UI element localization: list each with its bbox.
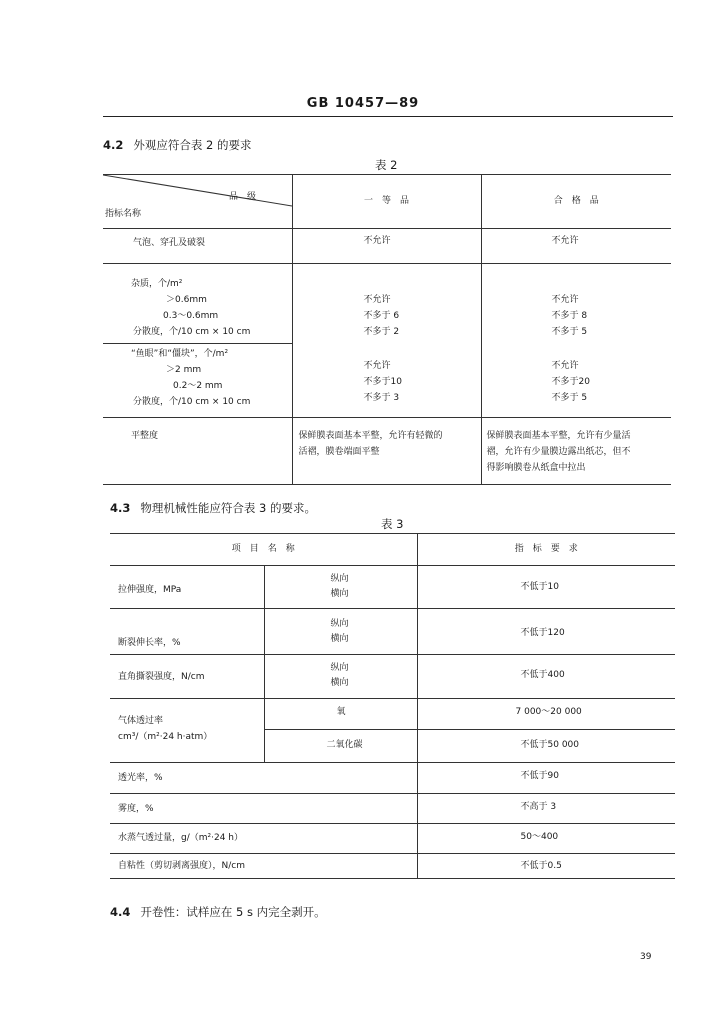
row-name: 气泡、穿孔及破裂 xyxy=(103,229,292,264)
table-2 xyxy=(103,174,671,485)
row-first-line: 不多于 2 xyxy=(363,327,400,337)
row-name-line: cm³/（m²·24 h·atm） xyxy=(118,732,213,742)
row-name-line: 杂质，个/m² xyxy=(131,279,183,289)
row-sub-line: 纵向 xyxy=(330,574,349,584)
col-header-first-grade: 一 等 品 xyxy=(292,175,481,229)
row-qualified: 不允许 xyxy=(481,229,671,264)
row-qualified-line: 不允许 xyxy=(551,295,579,305)
row-name: 雾度，% xyxy=(110,794,417,824)
row-name: 平整度 xyxy=(103,418,292,485)
row-name: 水蒸气透过量，g/（m²·24 h） xyxy=(110,824,417,854)
table-row xyxy=(103,418,671,485)
row-value: 不低于120 xyxy=(417,609,675,655)
row-name-line: “鱼眼”和“僵块”，个/m² xyxy=(131,349,229,359)
grade-label: 品 级 xyxy=(229,192,257,202)
row-name-line: ＞0.6mm xyxy=(166,295,207,305)
row-qualified-line: 褶，允许有少量膜边露出纸芯，但不 xyxy=(486,447,631,457)
row-first: 不允许 xyxy=(292,229,481,264)
row-sub-line: 纵向 xyxy=(330,619,349,629)
row-qualified-line: 不多于20 xyxy=(551,376,590,387)
row-first-line: 不多于 6 xyxy=(363,311,400,321)
section-4-4-text: 开卷性：试样应在 5 s 内完全剥开。 xyxy=(140,905,326,919)
standard-number-header: GB 10457—89 xyxy=(306,96,420,111)
row-name xyxy=(103,264,292,344)
row-sub: 二氧化碳 xyxy=(264,730,417,763)
row-value: 7 000～20 000 xyxy=(417,699,675,730)
section-4-4-number: 4.4 xyxy=(110,905,131,919)
table-row xyxy=(110,854,675,879)
section-4-3 xyxy=(110,500,316,516)
row-qualified-line: 保鲜膜表面基本平整，允许有少量活 xyxy=(486,431,631,441)
row-qualified-line: 得影响膜卷从纸盒中拉出 xyxy=(486,463,586,473)
row-first xyxy=(292,418,481,485)
table2-caption: 表 2 xyxy=(375,158,398,172)
row-sub: 氧 xyxy=(264,699,417,730)
row-name: 自粘性（剪切剥离强度），N/cm xyxy=(110,854,417,879)
table-row xyxy=(110,566,675,609)
row-qualified-line: 不多于 5 xyxy=(551,392,588,403)
section-4-4 xyxy=(110,904,326,920)
row-name-line: 分散度，个/10 cm × 10 cm xyxy=(133,397,251,407)
row-value: 不低于10 xyxy=(417,566,675,609)
row-name-line: 0.2～2 mm xyxy=(173,381,223,391)
table-row xyxy=(110,609,675,655)
row-name-line: 0.3～0.6mm xyxy=(163,311,219,321)
table-row xyxy=(110,699,675,730)
table-row xyxy=(110,763,675,794)
table-row xyxy=(110,794,675,824)
table-row xyxy=(110,824,675,854)
row-name: 直角撕裂强度，N/cm xyxy=(110,655,264,699)
row-name: 拉伸强度，MPa xyxy=(110,566,264,609)
section-4-2 xyxy=(103,137,252,153)
row-sub xyxy=(264,609,417,655)
table-row xyxy=(103,264,671,344)
row-first-line: 不允许 xyxy=(363,295,391,305)
table-3 xyxy=(110,533,675,879)
col-header-qualified: 合 格 品 xyxy=(481,175,671,229)
item-label: 指标名称 xyxy=(105,209,142,219)
table-row xyxy=(110,655,675,699)
row-qualified-line: 不允许 xyxy=(551,360,579,371)
table2-diagonal-header-cell xyxy=(103,175,292,229)
row-qualified xyxy=(481,418,671,485)
col-header-item: 项 目 名 称 xyxy=(110,534,417,566)
row-value: 不高于 3 xyxy=(417,794,675,824)
row-sub-line: 横向 xyxy=(330,678,349,688)
row-first xyxy=(292,264,481,344)
section-4-2-text: 外观应符合表 2 的要求 xyxy=(133,138,252,152)
page-number: 39 xyxy=(640,952,652,962)
table-row xyxy=(103,229,671,264)
row-first xyxy=(292,344,481,418)
row-first-line: 不允许 xyxy=(363,360,391,371)
section-4-2-number: 4.2 xyxy=(103,138,124,152)
row-sub-line: 横向 xyxy=(330,634,349,644)
row-sub-line: 横向 xyxy=(330,589,349,599)
row-name-line: 分散度，个/10 cm × 10 cm xyxy=(133,327,251,337)
row-value: 不低于0.5 xyxy=(417,854,675,879)
row-name xyxy=(103,344,292,418)
row-first-line: 保鲜膜表面基本平整，允许有轻微的 xyxy=(298,431,443,441)
table-row xyxy=(103,344,671,418)
row-first-line: 活褶，膜卷端面平整 xyxy=(298,447,380,457)
row-name-line: 气体透过率 xyxy=(118,716,164,726)
row-first-line: 不多于 3 xyxy=(363,392,400,403)
row-qualified xyxy=(481,344,671,418)
section-4-3-text: 物理机械性能应符合表 3 的要求。 xyxy=(140,501,317,515)
row-name xyxy=(110,699,264,763)
row-name: 断裂伸长率，% xyxy=(110,609,264,655)
row-qualified-line: 不多于 5 xyxy=(551,327,588,337)
row-value: 不低于400 xyxy=(417,655,675,699)
row-sub xyxy=(264,566,417,609)
row-value: 50～400 xyxy=(417,824,675,854)
section-4-3-number: 4.3 xyxy=(110,501,131,515)
row-value: 不低于50 000 xyxy=(417,730,675,763)
row-sub xyxy=(264,655,417,699)
header-rule xyxy=(103,116,673,117)
row-sub-line: 纵向 xyxy=(330,663,349,673)
row-first-line: 不多于10 xyxy=(363,376,402,387)
col-header-requirement: 指 标 要 求 xyxy=(417,534,675,566)
row-name: 透光率，% xyxy=(110,763,417,794)
row-name-line: ＞2 mm xyxy=(166,365,202,375)
row-qualified-line: 不多于 8 xyxy=(551,311,588,321)
row-value: 不低于90 xyxy=(417,763,675,794)
table3-caption: 表 3 xyxy=(381,517,404,531)
row-qualified xyxy=(481,264,671,344)
